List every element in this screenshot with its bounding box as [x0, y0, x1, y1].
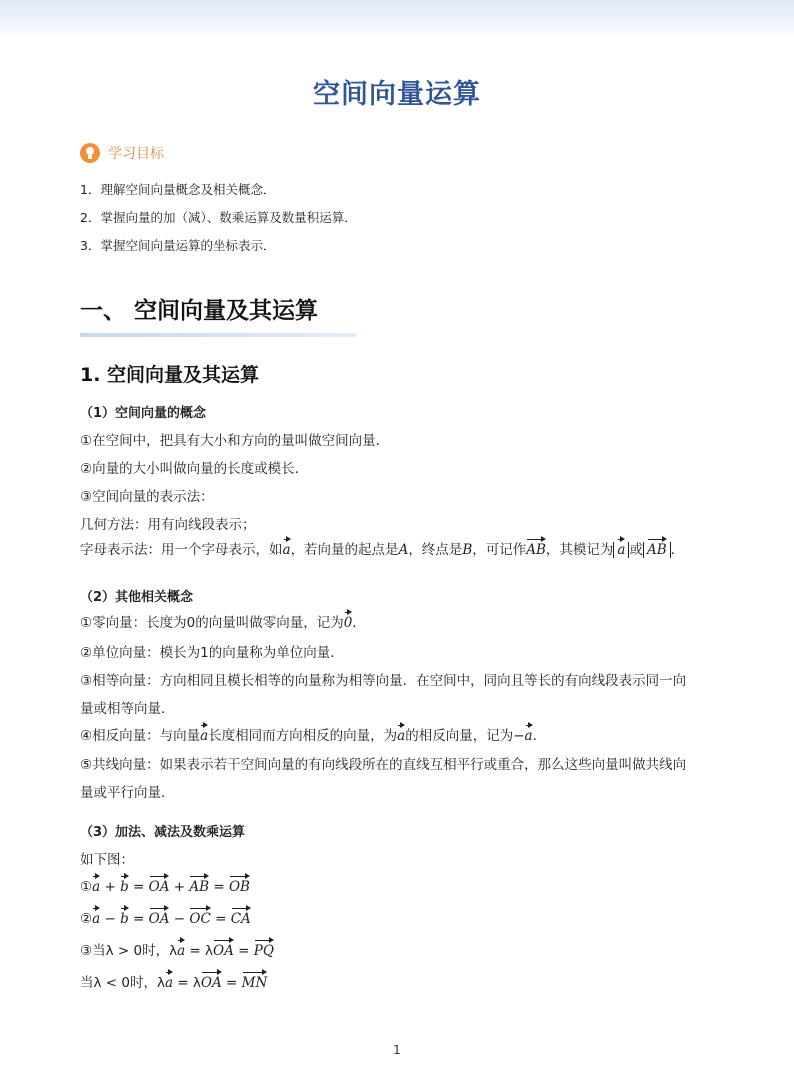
vector-oa: OA: [213, 939, 234, 959]
objectives-header: [80, 143, 164, 163]
equation-scalar-positive: [80, 939, 274, 959]
subsection-title: 1. 空间向量及其运算: [80, 364, 260, 386]
section-title: 一、 空间向量及其运算: [80, 298, 319, 324]
point-a: A: [398, 542, 409, 558]
text: ，可记作: [472, 542, 527, 558]
vector-ca: CA: [231, 907, 251, 927]
vector-a: a: [92, 907, 100, 927]
document-title: 空间向量运算: [313, 79, 481, 110]
text: = λ: [185, 943, 214, 959]
vector-ob: OB: [229, 875, 250, 895]
text: =: [209, 879, 229, 895]
vector-ab: AB: [189, 875, 209, 895]
section-underline: [80, 333, 356, 337]
text: 的相反向量，记为−: [405, 728, 525, 744]
text: ②: [80, 911, 93, 927]
text: 长度相同而方向相反的向量，为: [208, 728, 398, 744]
text: −: [100, 911, 121, 927]
text: ③当λ > 0时，λ: [80, 943, 178, 959]
vector-a: a: [92, 875, 100, 895]
text: ①: [80, 879, 93, 895]
text: −: [169, 911, 190, 927]
objective-item: 1．理解空间向量概念及相关概念．: [80, 182, 276, 197]
text: +: [169, 879, 190, 895]
part1-heading: （1）空间向量的概念: [80, 406, 207, 421]
paragraph-line: ②单位向量：模长为1的向量称为单位向量．: [80, 645, 344, 661]
objective-item: 3．掌握空间向量运算的坐标表示．: [80, 238, 276, 253]
text: ．: [352, 615, 366, 631]
vector-a: a: [397, 724, 405, 744]
vector-a: a: [165, 971, 173, 991]
vector-oa: OA: [149, 875, 170, 895]
vector-mn: MN: [242, 971, 268, 991]
magnitude-a: [613, 542, 629, 558]
vector-b: b: [120, 907, 129, 927]
objectives-heading: 学习目标: [108, 146, 164, 162]
header-band: [0, 0, 794, 38]
text: ，若向量的起点是: [290, 542, 399, 558]
part3-heading: （3）加法、减法及数乘运算: [80, 825, 246, 840]
text: +: [100, 879, 121, 895]
paragraph-line: ①在空间中，把具有大小和方向的量叫做空间向量．: [80, 433, 390, 449]
paragraph-line: ②向量的大小叫做向量的长度或模长．: [80, 461, 309, 477]
text: 当λ < 0时，λ: [80, 975, 165, 991]
text: =: [128, 879, 149, 895]
text: ．: [670, 542, 685, 558]
paragraph-line: 如下图：: [80, 852, 134, 868]
vector-a: a: [525, 724, 533, 744]
vector-pq: PQ: [254, 939, 274, 959]
paragraph-line: 几何方法：用有向线段表示；: [80, 517, 256, 533]
equation-subtraction: [80, 907, 251, 927]
vector-oc: OC: [189, 907, 210, 927]
text: ，终点是: [408, 542, 463, 558]
text: 字母表示法：用一个字母表示，如: [80, 542, 283, 558]
text: =: [233, 943, 254, 959]
vector-a: a: [617, 538, 625, 558]
magnitude-ab: [643, 542, 671, 558]
vector-b: b: [120, 875, 129, 895]
paragraph-line: ③空间向量的表示法：: [80, 489, 214, 505]
vector-ab: AB: [526, 538, 546, 558]
text: 或: [629, 542, 643, 558]
text: ①零向量：长度为0的向量叫做零向量，记为: [80, 615, 344, 631]
vector-oa: OA: [149, 907, 170, 927]
page-number: 1: [393, 1043, 401, 1057]
zero-vector-line: [80, 611, 366, 631]
text: ④相反向量：与向量: [80, 728, 201, 744]
equation-addition: [80, 875, 250, 895]
paragraph-line: ⑤共线向量：如果表示若干空间向量的有向线段所在的直线互相平行或重合，那么这些向量叫做共线向: [80, 757, 687, 773]
vector-a: a: [177, 939, 185, 959]
vector-oa: OA: [201, 971, 222, 991]
paragraph-line: ③相等向量：方向相同且模长相等的向量称为相等向量．在空间中，同向且等长的有向线段表示同一向: [80, 673, 687, 689]
text: ，其模记为: [545, 542, 614, 558]
lightbulb-icon: [80, 143, 100, 163]
vector-a: a: [283, 538, 291, 558]
part2-heading: （2）其他相关概念: [80, 590, 194, 605]
text: =: [128, 911, 149, 927]
opposite-vector-line: [80, 724, 546, 744]
text: ．: [532, 728, 547, 744]
vector-zero: 0: [344, 611, 353, 631]
vector-ab: AB: [647, 538, 667, 558]
objective-item: 2．掌握向量的加（减）、数乘运算及数量积运算．: [80, 210, 357, 225]
equation-scalar-negative: [80, 971, 267, 991]
vector-a: a: [200, 724, 208, 744]
text: =: [210, 911, 231, 927]
paragraph-line: 量或平行向量．: [80, 785, 175, 801]
paragraph-line: 量或相等向量．: [80, 701, 175, 717]
notation-line: [80, 538, 684, 558]
point-b: B: [462, 542, 473, 558]
text: = λ: [173, 975, 201, 991]
text: =: [221, 975, 242, 991]
